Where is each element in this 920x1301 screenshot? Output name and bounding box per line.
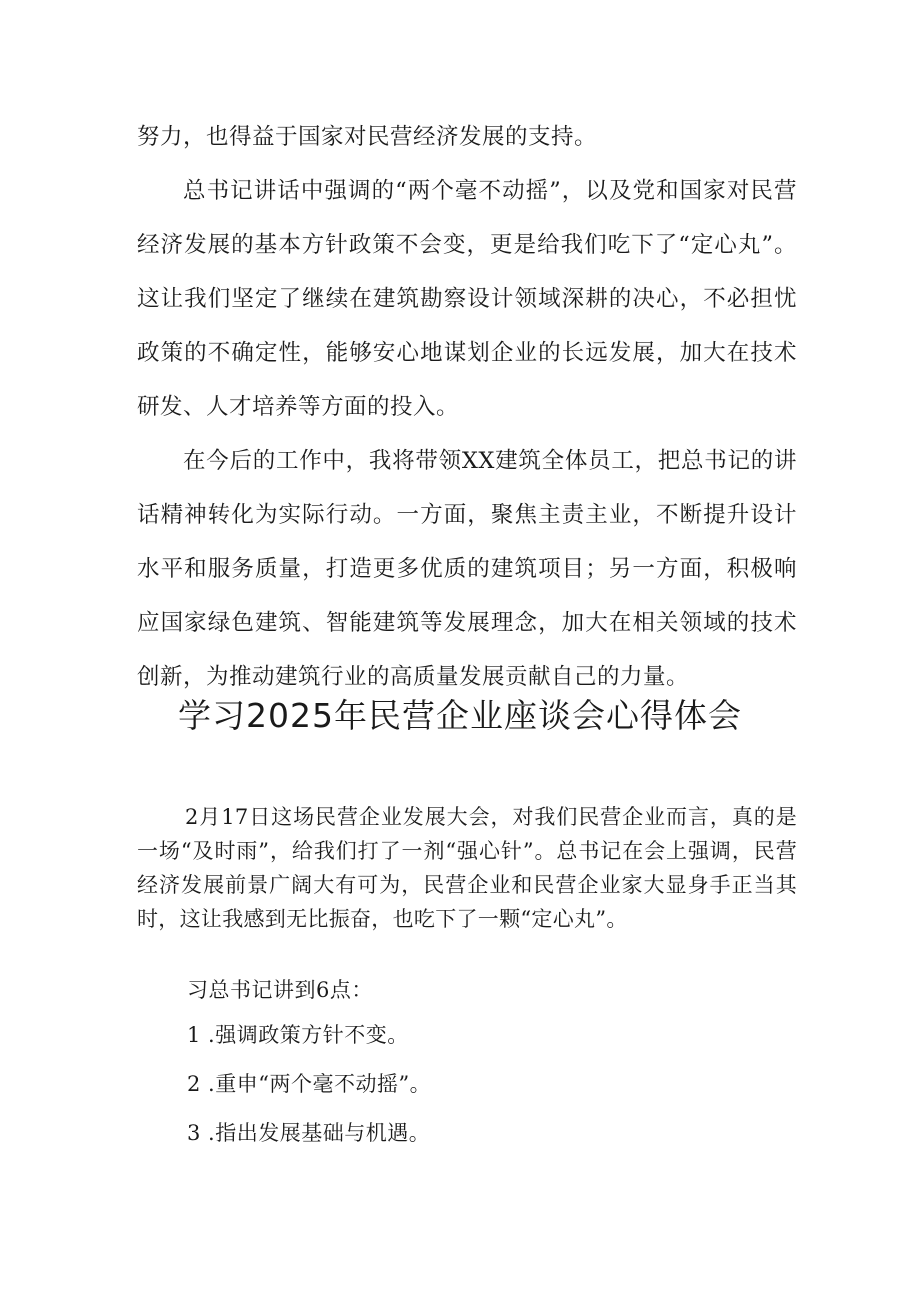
- section-continued-text: [137, 110, 797, 704]
- list-item: 1 .强调政策方针不变。: [187, 1023, 409, 1047]
- paragraph-conference-intro: 2月17日这场民营企业发展大会，对我们民营企业而言，真的是一场“及时雨”，给我们打了一剂“强心针”。总书记在会上强调，民营经济发展前景广阔大有可为，民营企业和民营企业家大显身手正当其时，这让我感到无比振奋，也吃下了一颗“定心丸”。: [137, 805, 797, 931]
- paragraph-two-unwavering: 总书记讲话中强调的“两个毫不动摇”，以及党和国家对民营经济发展的基本方针政策不会变，更是给我们吃下了“定心丸”。这让我们坚定了继续在建筑勘察设计领域深耕的决心，不必担忧政策的不确定性，能够安心地谋划企业的长远发展，加大在技术研发、人才培养等方面的投入。: [137, 178, 797, 420]
- section-reflection-intro: [137, 800, 797, 936]
- document-title: 学习2025年民营企业座谈会心得体会: [178, 696, 742, 735]
- paragraph-continuation: 努力，也得益于国家对民营经济发展的支持。: [137, 124, 598, 150]
- list-intro: 习总书记讲到6点：: [187, 978, 373, 1002]
- paragraph-future-work: 在今后的工作中，我将带领XX建筑全体员工，把总书记的讲话精神转化为实际行动。一方面，聚焦主责主业，不断提升设计水平和服务质量，打造更多优质的建筑项目；另一方面，积极响应国家绿色建筑、智能建筑等发展理念，加大在相关领域的技术创新，为推动建筑行业的高质量发展贡献自己的力量。: [137, 448, 797, 690]
- list-item: 3 .指出发展基础与机遇。: [187, 1121, 431, 1145]
- list-item: 2 .重申“两个毫不动摇”。: [187, 1072, 432, 1096]
